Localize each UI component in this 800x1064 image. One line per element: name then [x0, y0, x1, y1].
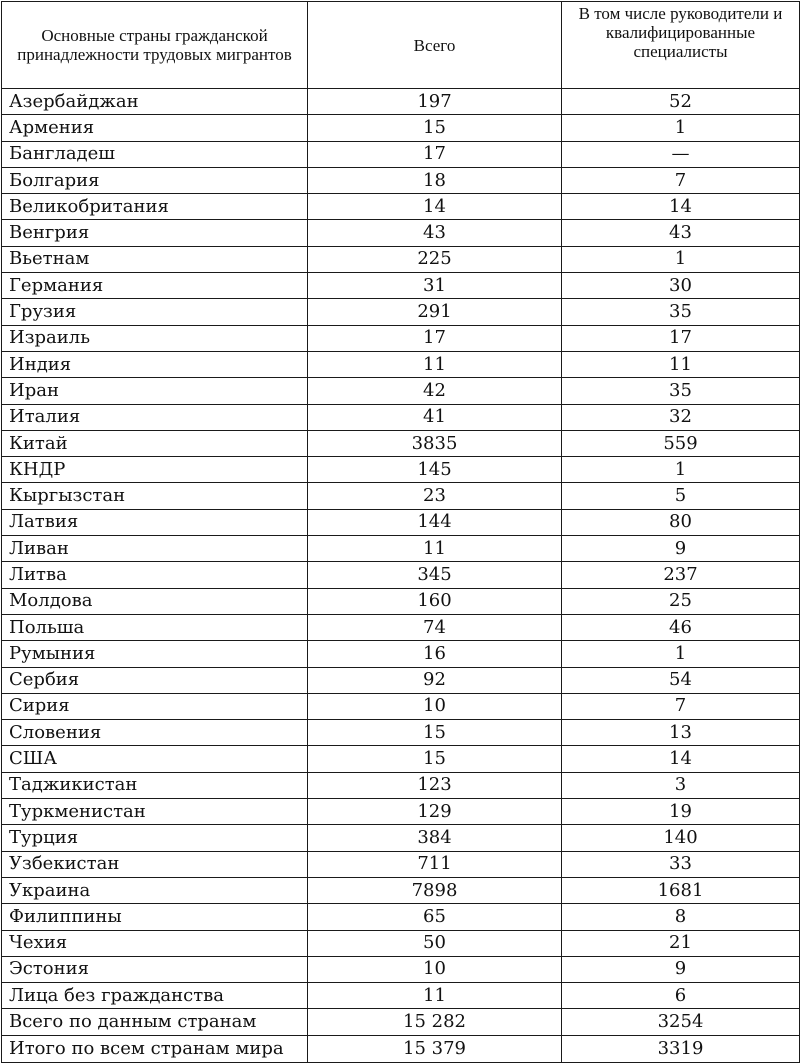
table-row: [2, 983, 800, 1009]
cell-managers: 3319: [562, 1036, 800, 1063]
table-row: [2, 536, 800, 562]
cell-total: 50: [308, 930, 562, 956]
cell-total: 10: [308, 956, 562, 982]
table-row: [2, 667, 800, 693]
cell-managers: 11: [562, 351, 800, 377]
header-total: Всего: [308, 2, 562, 89]
cell-country: Ливан: [2, 536, 308, 562]
cell-country: Китай: [2, 430, 308, 456]
cell-managers: 33: [562, 851, 800, 877]
cell-managers: 8: [562, 904, 800, 930]
table-row: [2, 167, 800, 193]
header-row: [2, 2, 800, 89]
cell-managers: 1: [562, 641, 800, 667]
cell-country: Узбекистан: [2, 851, 308, 877]
cell-total: 144: [308, 509, 562, 535]
cell-total: 123: [308, 772, 562, 798]
cell-total: 291: [308, 299, 562, 325]
cell-country: КНДР: [2, 457, 308, 483]
cell-managers: 32: [562, 404, 800, 430]
table-row: [2, 141, 800, 167]
cell-managers: 14: [562, 194, 800, 220]
table-row: [2, 614, 800, 640]
cell-total: 17: [308, 325, 562, 351]
table-row: [2, 1009, 800, 1036]
cell-managers: 46: [562, 614, 800, 640]
cell-managers: 9: [562, 536, 800, 562]
cell-country: Молдова: [2, 588, 308, 614]
cell-managers: 1: [562, 457, 800, 483]
cell-managers: 559: [562, 430, 800, 456]
cell-country: Италия: [2, 404, 308, 430]
table-row: [2, 772, 800, 798]
table-row: [2, 430, 800, 456]
cell-total: 7898: [308, 877, 562, 903]
cell-managers: 7: [562, 693, 800, 719]
cell-total: 15 379: [308, 1036, 562, 1063]
cell-managers: 17: [562, 325, 800, 351]
table-row: [2, 641, 800, 667]
cell-total: 160: [308, 588, 562, 614]
table-row: [2, 509, 800, 535]
cell-country: Украина: [2, 877, 308, 903]
table-row: [2, 825, 800, 851]
cell-country: Кыргызстан: [2, 483, 308, 509]
table-row: [2, 351, 800, 377]
header-country: Основные страны гражданской принадлежности трудовых мигрантов: [2, 2, 308, 89]
cell-total: 11: [308, 983, 562, 1009]
cell-total: 15: [308, 115, 562, 141]
cell-country: Филиппины: [2, 904, 308, 930]
table-row: [2, 562, 800, 588]
table-row: [2, 746, 800, 772]
cell-total: 14: [308, 194, 562, 220]
migrants-table: [1, 1, 800, 1063]
cell-country: Азербайджан: [2, 89, 308, 115]
cell-managers: 25: [562, 588, 800, 614]
table-row: [2, 1036, 800, 1063]
cell-managers: 140: [562, 825, 800, 851]
cell-country: Индия: [2, 351, 308, 377]
cell-total: 65: [308, 904, 562, 930]
cell-country: Армения: [2, 115, 308, 141]
cell-total: 384: [308, 825, 562, 851]
cell-total: 345: [308, 562, 562, 588]
cell-total: 15 282: [308, 1009, 562, 1036]
cell-managers: 13: [562, 720, 800, 746]
cell-country: Словения: [2, 720, 308, 746]
cell-country: Всего по данным странам: [2, 1009, 308, 1036]
table-row: [2, 851, 800, 877]
cell-total: 74: [308, 614, 562, 640]
cell-managers: 52: [562, 89, 800, 115]
cell-total: 31: [308, 273, 562, 299]
cell-total: 17: [308, 141, 562, 167]
cell-managers: 3: [562, 772, 800, 798]
cell-country: США: [2, 746, 308, 772]
cell-managers: 14: [562, 746, 800, 772]
cell-country: Грузия: [2, 299, 308, 325]
cell-managers: 54: [562, 667, 800, 693]
header-managers: В том числе руководители и квалифицированные специалисты: [562, 2, 800, 89]
cell-total: 711: [308, 851, 562, 877]
table-row: [2, 404, 800, 430]
table-row: [2, 588, 800, 614]
cell-managers: 9: [562, 956, 800, 982]
cell-total: 197: [308, 89, 562, 115]
table-row: [2, 956, 800, 982]
cell-country: Сирия: [2, 693, 308, 719]
cell-total: 15: [308, 720, 562, 746]
cell-total: 92: [308, 667, 562, 693]
cell-managers: —: [562, 141, 800, 167]
cell-total: 11: [308, 536, 562, 562]
cell-country: Бангладеш: [2, 141, 308, 167]
cell-total: 129: [308, 799, 562, 825]
cell-total: 145: [308, 457, 562, 483]
cell-country: Латвия: [2, 509, 308, 535]
cell-country: Итого по всем странам мира: [2, 1036, 308, 1063]
cell-total: 43: [308, 220, 562, 246]
table-row: [2, 799, 800, 825]
table-row: [2, 89, 800, 115]
cell-managers: 35: [562, 299, 800, 325]
table-body: [2, 89, 800, 1063]
cell-total: 3835: [308, 430, 562, 456]
table-row: [2, 930, 800, 956]
table-header: [2, 2, 800, 89]
cell-country: Румыния: [2, 641, 308, 667]
cell-country: Венгрия: [2, 220, 308, 246]
cell-managers: 3254: [562, 1009, 800, 1036]
cell-country: Израиль: [2, 325, 308, 351]
table-row: [2, 483, 800, 509]
table-row: [2, 194, 800, 220]
table-row: [2, 273, 800, 299]
cell-country: Болгария: [2, 167, 308, 193]
cell-country: Турция: [2, 825, 308, 851]
table-row: [2, 378, 800, 404]
cell-country: Иран: [2, 378, 308, 404]
table-row: [2, 693, 800, 719]
cell-managers: 35: [562, 378, 800, 404]
table-row: [2, 246, 800, 272]
table-row: [2, 904, 800, 930]
cell-managers: 1681: [562, 877, 800, 903]
cell-managers: 1: [562, 246, 800, 272]
cell-country: Германия: [2, 273, 308, 299]
cell-country: Лица без гражданства: [2, 983, 308, 1009]
table-row: [2, 457, 800, 483]
cell-managers: 80: [562, 509, 800, 535]
table-row: [2, 299, 800, 325]
cell-total: 10: [308, 693, 562, 719]
cell-total: 15: [308, 746, 562, 772]
cell-country: Литва: [2, 562, 308, 588]
cell-country: Вьетнам: [2, 246, 308, 272]
cell-managers: 19: [562, 799, 800, 825]
cell-total: 42: [308, 378, 562, 404]
cell-country: Сербия: [2, 667, 308, 693]
table-row: [2, 877, 800, 903]
cell-managers: 30: [562, 273, 800, 299]
cell-country: Таджикистан: [2, 772, 308, 798]
cell-managers: 6: [562, 983, 800, 1009]
table-row: [2, 115, 800, 141]
cell-country: Польша: [2, 614, 308, 640]
cell-total: 11: [308, 351, 562, 377]
cell-total: 225: [308, 246, 562, 272]
cell-country: Туркменистан: [2, 799, 308, 825]
cell-managers: 7: [562, 167, 800, 193]
cell-managers: 5: [562, 483, 800, 509]
cell-country: Эстония: [2, 956, 308, 982]
cell-total: 41: [308, 404, 562, 430]
table-row: [2, 220, 800, 246]
cell-managers: 21: [562, 930, 800, 956]
cell-managers: 43: [562, 220, 800, 246]
cell-total: 18: [308, 167, 562, 193]
cell-country: Чехия: [2, 930, 308, 956]
cell-managers: 1: [562, 115, 800, 141]
table-row: [2, 720, 800, 746]
cell-total: 16: [308, 641, 562, 667]
cell-total: 23: [308, 483, 562, 509]
cell-country: Великобритания: [2, 194, 308, 220]
cell-managers: 237: [562, 562, 800, 588]
table-row: [2, 325, 800, 351]
